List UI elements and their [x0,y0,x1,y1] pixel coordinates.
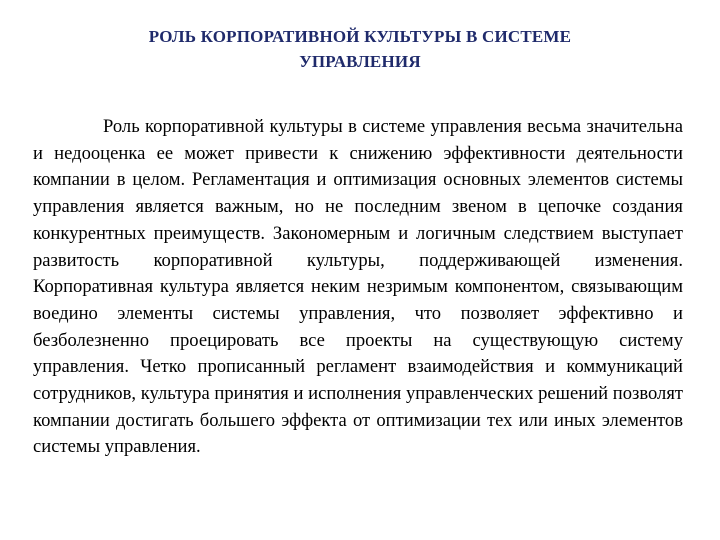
slide-title: РОЛЬ КОРПОРАТИВНОЙ КУЛЬТУРЫ В СИСТЕМЕ УПРАВЛЕНИЯ [148,27,572,71]
body-paragraph: Роль корпоративной культуры в системе управления весьма значительна и недооценка ее может привести к снижению эффективности деятельности компании в целом. Регламентация и оптимизация основных элементов системы управления является важным, но не последним звеном в цепочке создания конкурентных преимуществ. Закономерным и логичным следствием выступает развитость корпоративной культуры, поддерживающей изменения. Корпоративная культура является неким незримым компонентом, связывающим воедино элементы системы управления, что позволяет эффективно и безболезненно проецировать все проекты на существующую систему управления. Четко прописанный регламент взаимодействия и коммуникаций сотрудников, культура принятия и исполнения управленческих решений позволят компании достигать большего эффекта от оптимизации тех или иных элементов системы управления. [33,116,683,458]
